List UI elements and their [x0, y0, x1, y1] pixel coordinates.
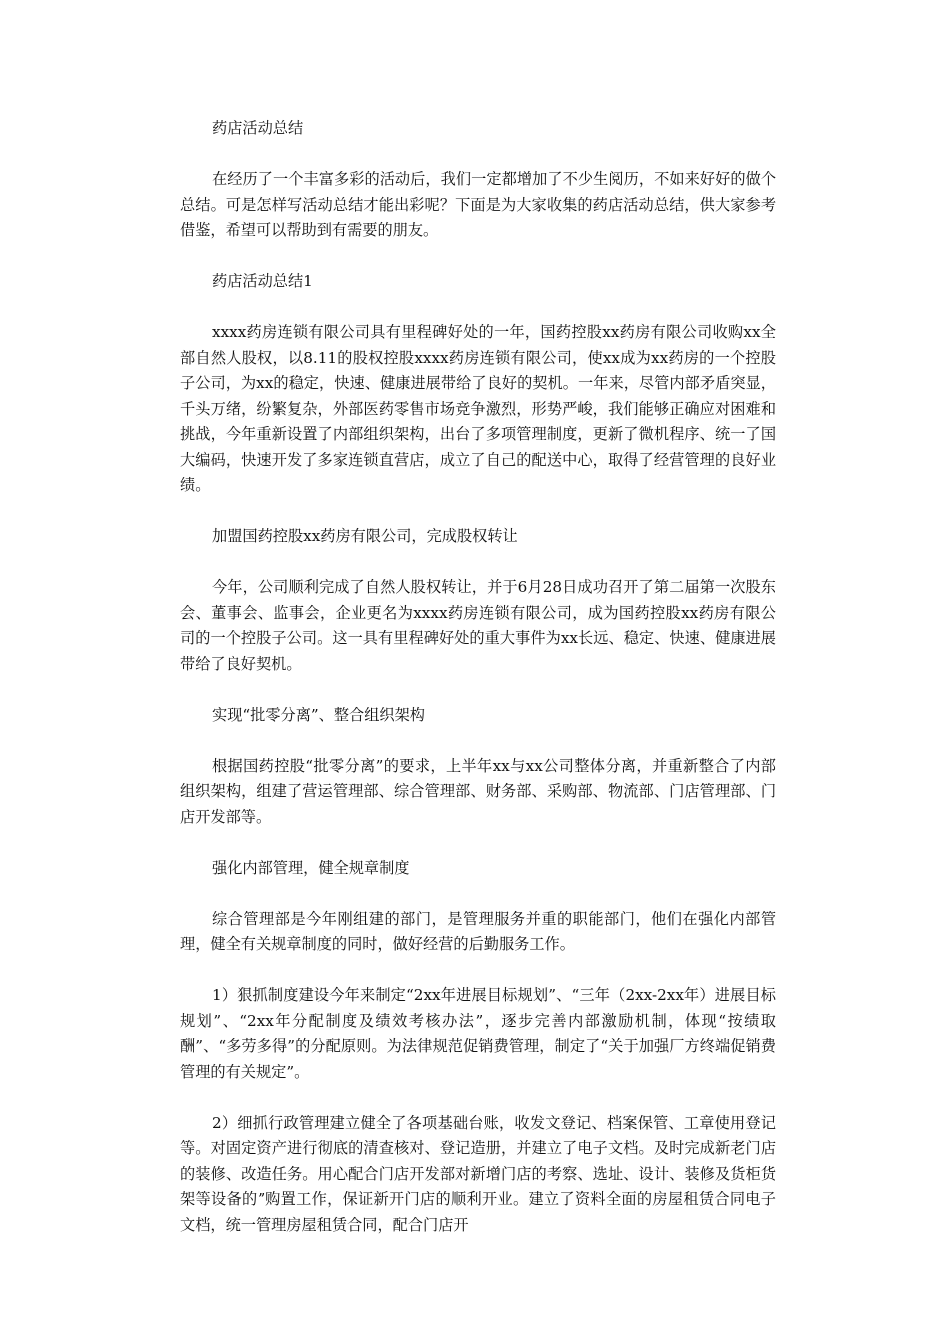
intro-paragraph: 在经历了一个丰富多彩的活动后，我们一定都增加了不少生阅历，不如来好好的做个总结。可是怎样写活动总结才能出彩呢？下面是为大家收集的药店活动总结，供大家参考借鉴，希望可以帮助到有需要的朋友。 [180, 170, 776, 239]
section-1-title: 药店活动总结1 [212, 272, 313, 290]
restructure-paragraph: 根据国药控股“批零分离”的要求，上半年xx与xx公司整体分离，并重新整合了内部组织架构，组建了营运管理部、综合管理部、财务部、采购部、物流部、门店管理部、门店开发部等。 [180, 756, 776, 826]
section-1-paragraph: xxxx药房连锁有限公司具有里程碑好处的一年，国药控股xx药房有限公司收购xx全部自然人股权，以8.11的股权控股xxxx药房连锁有限公司，使xx成为xx药房的一个控股子公司，为xx的稳定，快速、健康进展带给了良好的契机。一年来，尽管内部矛盾突显，千头万绪，纷繁复杂，外部医药零售市场竞争激烈，形势严峻，我们能够正确应对困难和挑战，今年重新设置了内部组织架构，出台了多项管理制度，更新了微机程序、统一了国大编码，快速开发了多家连锁直营店，成立了自己的配送中心，取得了经营管理的良好业绩。 [180, 323, 776, 494]
list-item-1: 1）狠抓制度建设今年来制定“2xx年进展目标规划”、“三年（2xx-2xx年）进展目标规划”、“2xx年分配制度及绩效考核办法”，逐步完善内部激励机制，体现“按绩取酬”、“多劳多得”的分配原则。为法律规范促销费管理，制定了“关于加强厂方终端促销费管理的有关规定”。 [180, 986, 776, 1081]
equity-transfer-heading: 加盟国药控股xx药房有限公司，完成股权转让 [212, 527, 518, 545]
equity-transfer-paragraph: 今年，公司顺利完成了自然人股权转让，并于6月28日成功召开了第二届第一次股东会、董事会、监事会，企业更名为xxxx药房连锁有限公司，成为国药控股xx药房有限公司的一个控股子公司。这一具有里程碑好处的重大事件为xx长远、稳定、快速、健康进展带给了良好契机。 [180, 578, 776, 673]
restructure-heading: 实现“批零分离”、整合组织架构 [212, 705, 425, 724]
document-page [180, 116, 776, 1238]
internal-management-paragraph: 综合管理部是今年刚组建的部门，是管理服务并重的职能部门，他们在强化内部管理，健全有关规章制度的同时，做好经营的后勤服务工作。 [180, 909, 776, 953]
list-item-2: 2）细抓行政管理建立健全了各项基础台账，收发文登记、档案保管、工章使用登记等。对固定资产进行彻底的清查核对、登记造册，并建立了电子文档。及时完成新老门店的装修、改造任务。用心配合门店开发部对新增门店的考察、选址、设计、装修及货柜货架等设备的ˮ购置工作，保证新开门店的顺利开业。建立了资料全面的房屋租赁合同电子文档，统一管理房屋租赁合同，配合门店开 [180, 1113, 776, 1234]
document-title: 药店活动总结 [212, 119, 304, 137]
internal-management-heading: 强化内部管理，健全规章制度 [212, 858, 410, 877]
